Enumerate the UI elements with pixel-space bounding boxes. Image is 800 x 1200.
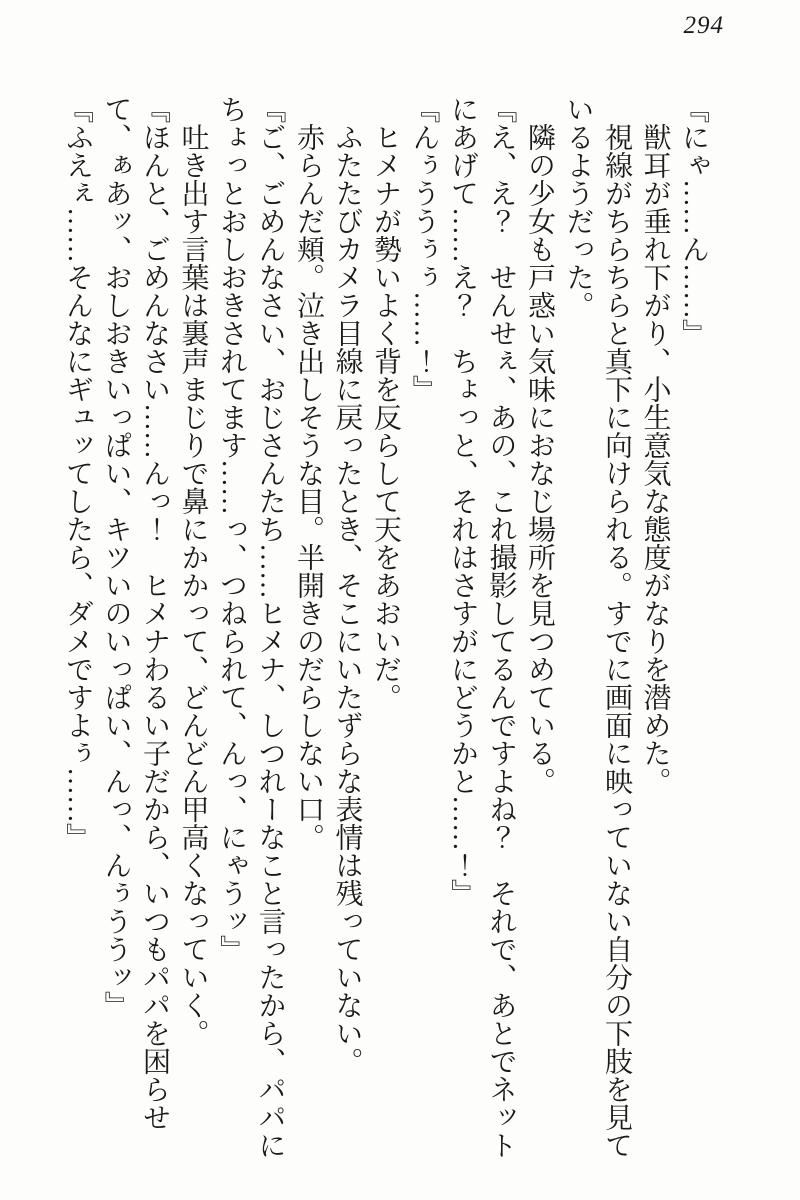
paragraph-2: 獣耳が垂れ下がり、小生意気な態度がなりを潜めた。: [639, 123, 671, 795]
vertical-text-area: [58, 95, 713, 1180]
paragraph-8: ふたたびカメラ目線に戻ったとき、そこにいたずらな表情は残っていない。: [331, 123, 363, 1075]
paragraph-3: 視線がちらちらと真下に向けられる。すでに画面に映っていない自分の下肢を見ているようだった。: [562, 95, 632, 1159]
paragraph-9: 赤らんだ頬。泣き出しそうな目。半開きのだらしない口。: [293, 123, 324, 851]
paragraph-1: 『にゃ……ん……』: [678, 95, 709, 347]
paragraph-13: 『ふえぇ……そんなにギュッてしたら、ダメですよぅ……』: [62, 95, 93, 851]
paragraph-4: 隣の少女も戸惑い気味におなじ場所を見つめている。: [524, 123, 555, 795]
page-number: 294: [683, 12, 724, 39]
paragraph-5: 『え、え？ せんせぇ、あの、これ撮影してるんですよね？ それで、あとでネットにあげて……え？ ちょっと、それはさすがにどうかと……！』: [447, 95, 517, 1159]
paragraph-10: 『ご、ごめんなさい、おじさんたち……ヒメナ、しつれーなこと言ったから、パパにちょっとおしおきされてます……っ、つねられて、んっ、にゃうッ』: [216, 95, 286, 1159]
paragraph-11: 吐き出す言葉は裏声まじりで鼻にかかって、どんどん甲高くなっていく。: [177, 123, 209, 1047]
paragraph-7: ヒメナが勢いよく背を反らして天をあおいだ。: [370, 123, 401, 711]
paragraph-6: 『んぅううぅぅ……！』: [408, 95, 440, 403]
paragraph-12: 『ほんと、ごめんなさい……んっ！ ヒメナわるい子だから、いつもパパを困らせて、ぁあッ、おしおきいっぱい、キツいのいっぱい、んっ、んぅううッ』: [100, 95, 170, 1131]
